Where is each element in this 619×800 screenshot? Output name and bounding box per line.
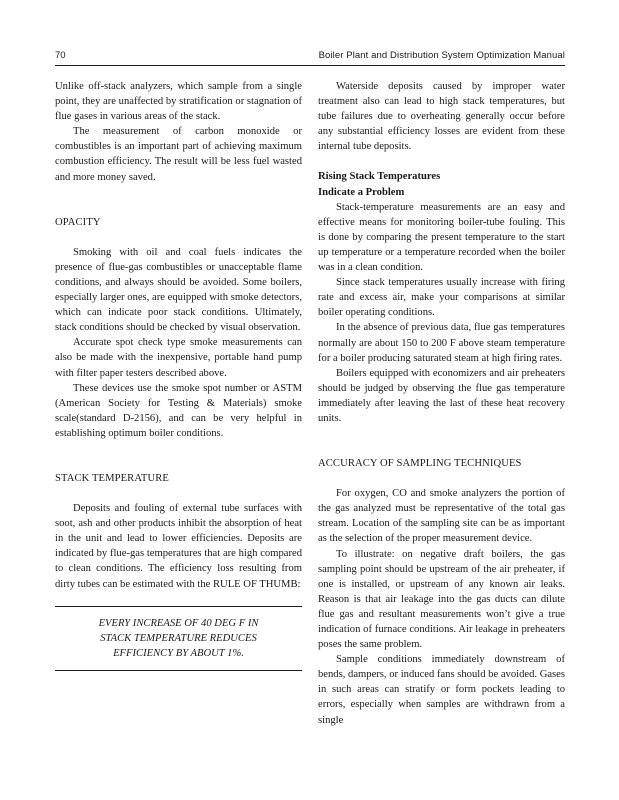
paragraph: For oxygen, CO and smoke analyzers the portion of the gas analyzed must be representative of the total gas stream. Location of the sampling site can be as important as the selection of the proper measurement device.	[318, 488, 565, 545]
callout-line: EVERY INCREASE OF 40 DEG F IN	[98, 617, 259, 629]
callout-line: STACK TEMPERATURE REDUCES	[100, 632, 257, 644]
paragraph: Boilers equipped with economizers and air preheaters should be judged by observing the flue gas temperature immediately after leaving the last of these heat recovery units.	[318, 367, 565, 424]
left-column	[55, 79, 302, 671]
paragraph: Waterside deposits caused by improper water treatment also can lead to high stack temperatures, but tube failures due to overheating generally occur before any substantial efficiency losses are evident from these internal tube deposits.	[318, 81, 565, 153]
paragraph: Smoking with oil and coal fuels indicates the presence of flue-gas combustibles or unacceptable flame conditions, and always should be avoided. Some boilers, especially larger ones, are equipped with smoke detectors, which can indicate poor stack conditions. Ultimately, stack conditions should be checked by visual observation.	[55, 246, 302, 334]
callout-line: EFFICIENCY BY ABOUT 1%.	[113, 647, 244, 659]
subheading-line: Rising Stack Temperatures	[318, 171, 441, 183]
paragraph: Unlike off-stack analyzers, which sample from a single point, they are unaffected by stratification or stagnation of flue gases in various areas of the stack.	[55, 81, 302, 123]
page-number: 70	[55, 50, 66, 61]
paragraph: These devices use the smoke spot number or ASTM (American Society for Testing & Materials) smoke scale(standard D-2156), and can be very helpful in establishing optimum boiler conditions.	[55, 382, 302, 439]
paragraph: To illustrate: on negative draft boilers, the gas sampling point should be upstream of the air preheater, if one is installed, or upstream of any known air leaks. Reason is that air leakage into the gas ducts can dilute flue gas and resultant measurements won’t give a true indication of furnace conditions. Air leakage in preheaters poses the same problem.	[318, 548, 565, 651]
section-heading-opacity: OPACITY	[55, 216, 101, 228]
right-column	[318, 79, 565, 728]
paragraph: In the absence of previous data, flue gas temperatures normally are about 150 to 200 F above steam temperature for a boiler producing saturated steam at high firing rates.	[318, 322, 565, 364]
paragraph: Stack-temperature measurements are an easy and effective means for monitoring boiler-tube fouling. This is done by comparing the present temperature to the start up temperature or a temperature recorded when the boiler was in a clean condition.	[318, 201, 565, 274]
subheading-line: Indicate a Problem	[318, 186, 405, 198]
running-title: Boiler Plant and Distribution System Optimization Manual	[318, 50, 565, 61]
paragraph: The measurement of carbon monoxide or combustibles is an important part of achieving maximum combustion efficiency. The result will be less fuel wasted and more money saved.	[55, 126, 302, 183]
section-heading-accuracy: ACCURACY OF SAMPLING TECHNIQUES	[318, 458, 522, 470]
paragraph: Since stack temperatures usually increase with firing rate and excess air, make your comparisons at similar boiler operating conditions.	[318, 277, 565, 319]
paragraph: Accurate spot check type smoke measurements can also be made with the inexpensive, portable hand pump with filter paper testers described above.	[55, 337, 302, 379]
page-header	[55, 50, 565, 64]
paragraph: Sample conditions immediately downstream of bends, dampers, or induced fans should be avoided. Gases in such areas can stratify or form pockets leading to errors, especially when samples are withdrawn from a single	[318, 654, 565, 726]
section-heading-stack-temperature: STACK TEMPERATURE	[55, 472, 169, 484]
header-rule	[55, 65, 565, 66]
rule-of-thumb-callout	[55, 606, 302, 671]
paragraph: Deposits and fouling of external tube surfaces with soot, ash and other products inhibit the absorption of heat in the unit and lead to lower efficiencies. Deposits are indicated by flue-gas temperatures that are high compared to clean conditions. The efficiency loss resulting from dirty tubes can be estimated with the RULE OF THUMB:	[55, 503, 302, 590]
